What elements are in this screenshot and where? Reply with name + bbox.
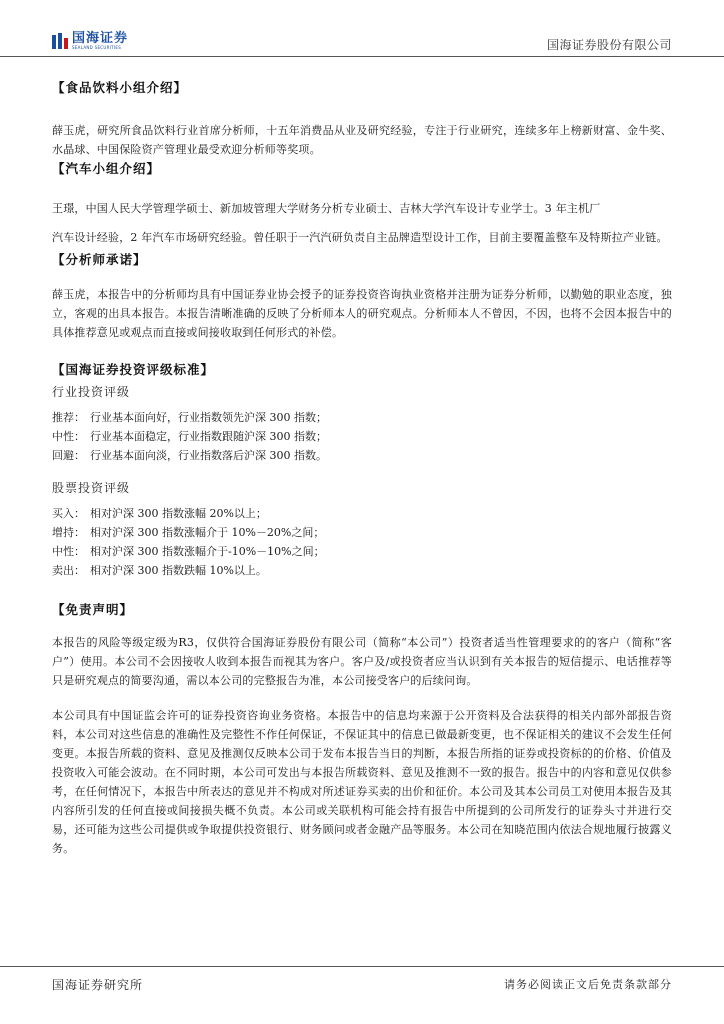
stock-rating-row: 卖出： 相对沪深 300 指数跌幅 10%以上。 bbox=[52, 564, 267, 577]
disclaimer-heading: 【免责声明】 bbox=[52, 602, 134, 617]
disclaimer-paragraph-2: 本公司具有中国证监会许可的证券投资咨询业务资格。本报告中的信息均来源于公开资料及合法获得的相关内部外部报告资料，本公司对这些信息的准确性及完整性不作任何保证，不保证其中的信息已做最新变更，也不保证相关的建议不会发生任何变更。本报告所载的资料、意见及推测仅反映本公司于发布本报告当日的判断，本报告所指的证券或投资标的的价格、价值及投资收入可能会波动。在不同时期，本公司可发出与本报告所载资料、意见及推测不一致的报告。报告中的内容和意见仅供参考，在任何情况下，本报告中所表达的意见并不构成对所述证券买卖的出价和征价。本公司及其本公司员工对使用本报告及其内容所引发的任何直接或间接损失概不负责。本公司或关联机构可能会持有报告中所提到的公司所发行的证券头寸并进行交易，还可能为这些公司提供或争取提供投资银行、财务顾问或者金融产品等服务。本公司在知晓范围内依法合规地履行披露义务。 bbox=[52, 709, 672, 855]
footer-notice: 请务必阅读正文后免责条款部分 bbox=[504, 978, 672, 991]
industry-rating-row: 中性： 行业基本面稳定，行业指数跟随沪深 300 指数； bbox=[52, 430, 327, 443]
stock-rating-row: 买入： 相对沪深 300 指数涨幅 20%以上； bbox=[52, 507, 267, 520]
auto-team-text-line1: 王璟，中国人民大学管理学硕士、新加坡管理大学财务分析专业硕士、吉林大学汽车设计专业学士。3 年主机厂 bbox=[52, 202, 601, 215]
auto-team-heading: 【汽车小组介绍】 bbox=[52, 161, 161, 176]
industry-rating-row: 回避： 行业基本面向淡，行业指数落后沪深 300 指数。 bbox=[52, 449, 327, 462]
stock-rating-row: 增持： 相对沪深 300 指数涨幅介于 10%－20%之间； bbox=[52, 526, 325, 539]
logo-mark-icon bbox=[52, 33, 68, 49]
disclaimer-paragraph-1: 本报告的风险等级定级为R3，仅供符合国海证券股份有限公司（简称“本公司”）投资者适当性管理要求的的客户（简称“客户”）使用。本公司不会因接收人收到本报告而视其为客户。客户及/或投资者应当认识到有关本报告的短信提示、电话推荐等只是研究观点的简要沟通，需以本公司的完整报告为准，本公司接受客户的后续问询。 bbox=[52, 636, 672, 687]
industry-rating-title: 行业投资评级 bbox=[52, 385, 131, 399]
logo-name: 国海证券 bbox=[72, 31, 129, 46]
stock-rating-title: 股票投资评级 bbox=[52, 481, 131, 495]
footer-institute: 国海证券研究所 bbox=[52, 978, 144, 992]
stock-rating-row: 中性： 相对沪深 300 指数涨幅介于-10%－10%之间； bbox=[52, 545, 325, 558]
page-header bbox=[0, 0, 724, 60]
main-content bbox=[52, 78, 672, 858]
auto-team-text-line2: 汽车设计经验，2 年汽车市场研究经验。曾任职于一汽汽研负责自主品牌造型设计工作，目前主要覆盖整车及特斯拉产业链。 bbox=[52, 231, 668, 244]
logo-english-name: SEALAND SECURITIES bbox=[72, 45, 122, 50]
industry-rating-list bbox=[52, 408, 672, 465]
food-team-heading: 【食品饮料小组介绍】 bbox=[52, 80, 188, 95]
industry-rating-row: 推荐： 行业基本面向好，行业指数领先沪深 300 指数； bbox=[52, 411, 327, 424]
header-divider bbox=[0, 56, 724, 57]
footer-divider bbox=[0, 966, 724, 967]
stock-rating-list bbox=[52, 504, 672, 580]
company-logo bbox=[52, 32, 128, 50]
rating-heading: 【国海证券投资评级标准】 bbox=[52, 362, 215, 377]
analyst-commitment-heading: 【分析师承诺】 bbox=[52, 252, 147, 267]
analyst-commitment-text: 薛玉虎，本报告中的分析师均具有中国证券业协会授予的证券投资咨询执业资格并注册为证券分析师，以勤勉的职业态度，独立，客观的出具本报告。本报告清晰准确的反映了分析师本人的研究观点。分析师本人不曾因，不因，也将不会因本报告中的具体推荐意见或观点而直接或间接收取到任何形式的补偿。 bbox=[52, 288, 672, 339]
company-name: 国海证券股份有限公司 bbox=[546, 38, 672, 52]
food-team-text: 薛玉虎，研究所食品饮料行业首席分析师，十五年消费品从业及研究经验，专注于行业研究，连续多年上榜新财富、金牛奖、水晶球、中国保险资产管理业最受欢迎分析师等奖项。 bbox=[52, 124, 672, 156]
